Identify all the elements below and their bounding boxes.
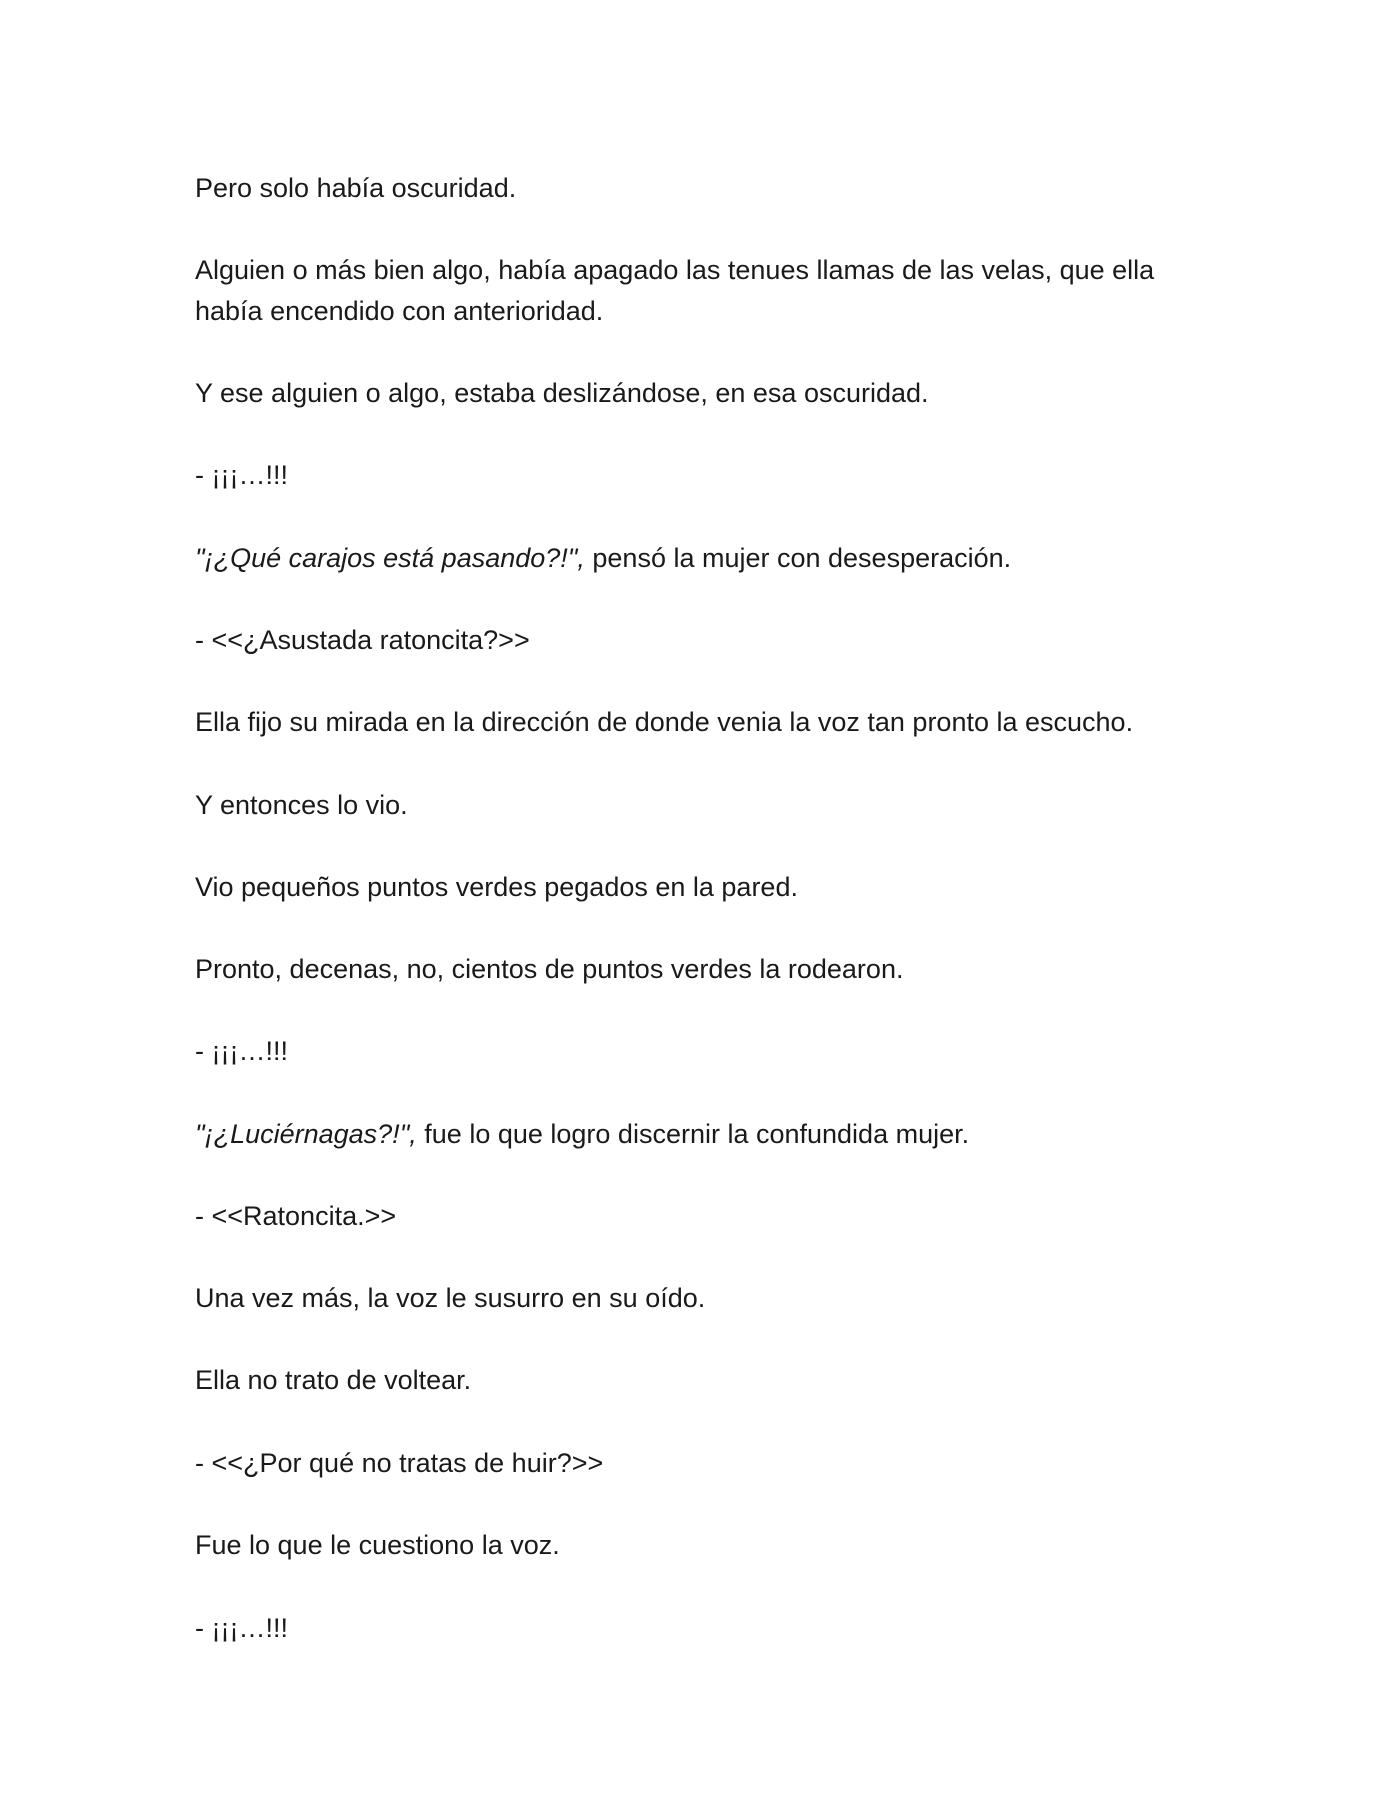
paragraph: Ella fijo su mirada en la dirección de donde venia la voz tan pronto la escucho. [195,707,1134,737]
paragraph: Y entonces lo vio. [195,790,408,820]
paragraph: Pronto, decenas, no, cientos de puntos verdes la rodearon. [195,954,904,984]
paragraph: Una vez más, la voz le susurro en su oído. [195,1283,706,1313]
paragraph-text: fue lo que logro discernir la confundida mujer. [416,1119,970,1149]
exclamation-line: - ¡¡¡…!!! [195,460,288,490]
paragraph-text: pensó la mujer con desesperación. [584,543,1012,573]
dialogue-line: - <<Ratoncita.>> [195,1201,397,1231]
exclamation-line: - ¡¡¡…!!! [195,1036,288,1066]
paragraph: Alguien o más bien algo, había apagado las tenues llamas de las velas, que ella había encendido con anterioridad. [195,255,1155,326]
paragraph: Vio pequeños puntos verdes pegados en la pared. [195,872,798,902]
dialogue-line: - <<¿Por qué no tratas de huir?>> [195,1448,604,1478]
paragraph: Ella no trato de voltear. [195,1365,472,1395]
dialogue-line: - <<¿Asustada ratoncita?>> [195,625,530,655]
italic-thought: "¡¿Luciérnagas?!", [195,1119,417,1149]
italic-thought: "¡¿Qué carajos está pasando?!", [195,543,585,573]
paragraph [195,538,1215,579]
paragraph: Fue lo que le cuestiono la voz. [195,1530,560,1560]
paragraph: Pero solo había oscuridad. [195,173,517,203]
exclamation-line: - ¡¡¡…!!! [195,1613,288,1643]
paragraph [195,1114,1215,1155]
paragraph: Y ese alguien o algo, estaba deslizándose, en esa oscuridad. [195,378,929,408]
